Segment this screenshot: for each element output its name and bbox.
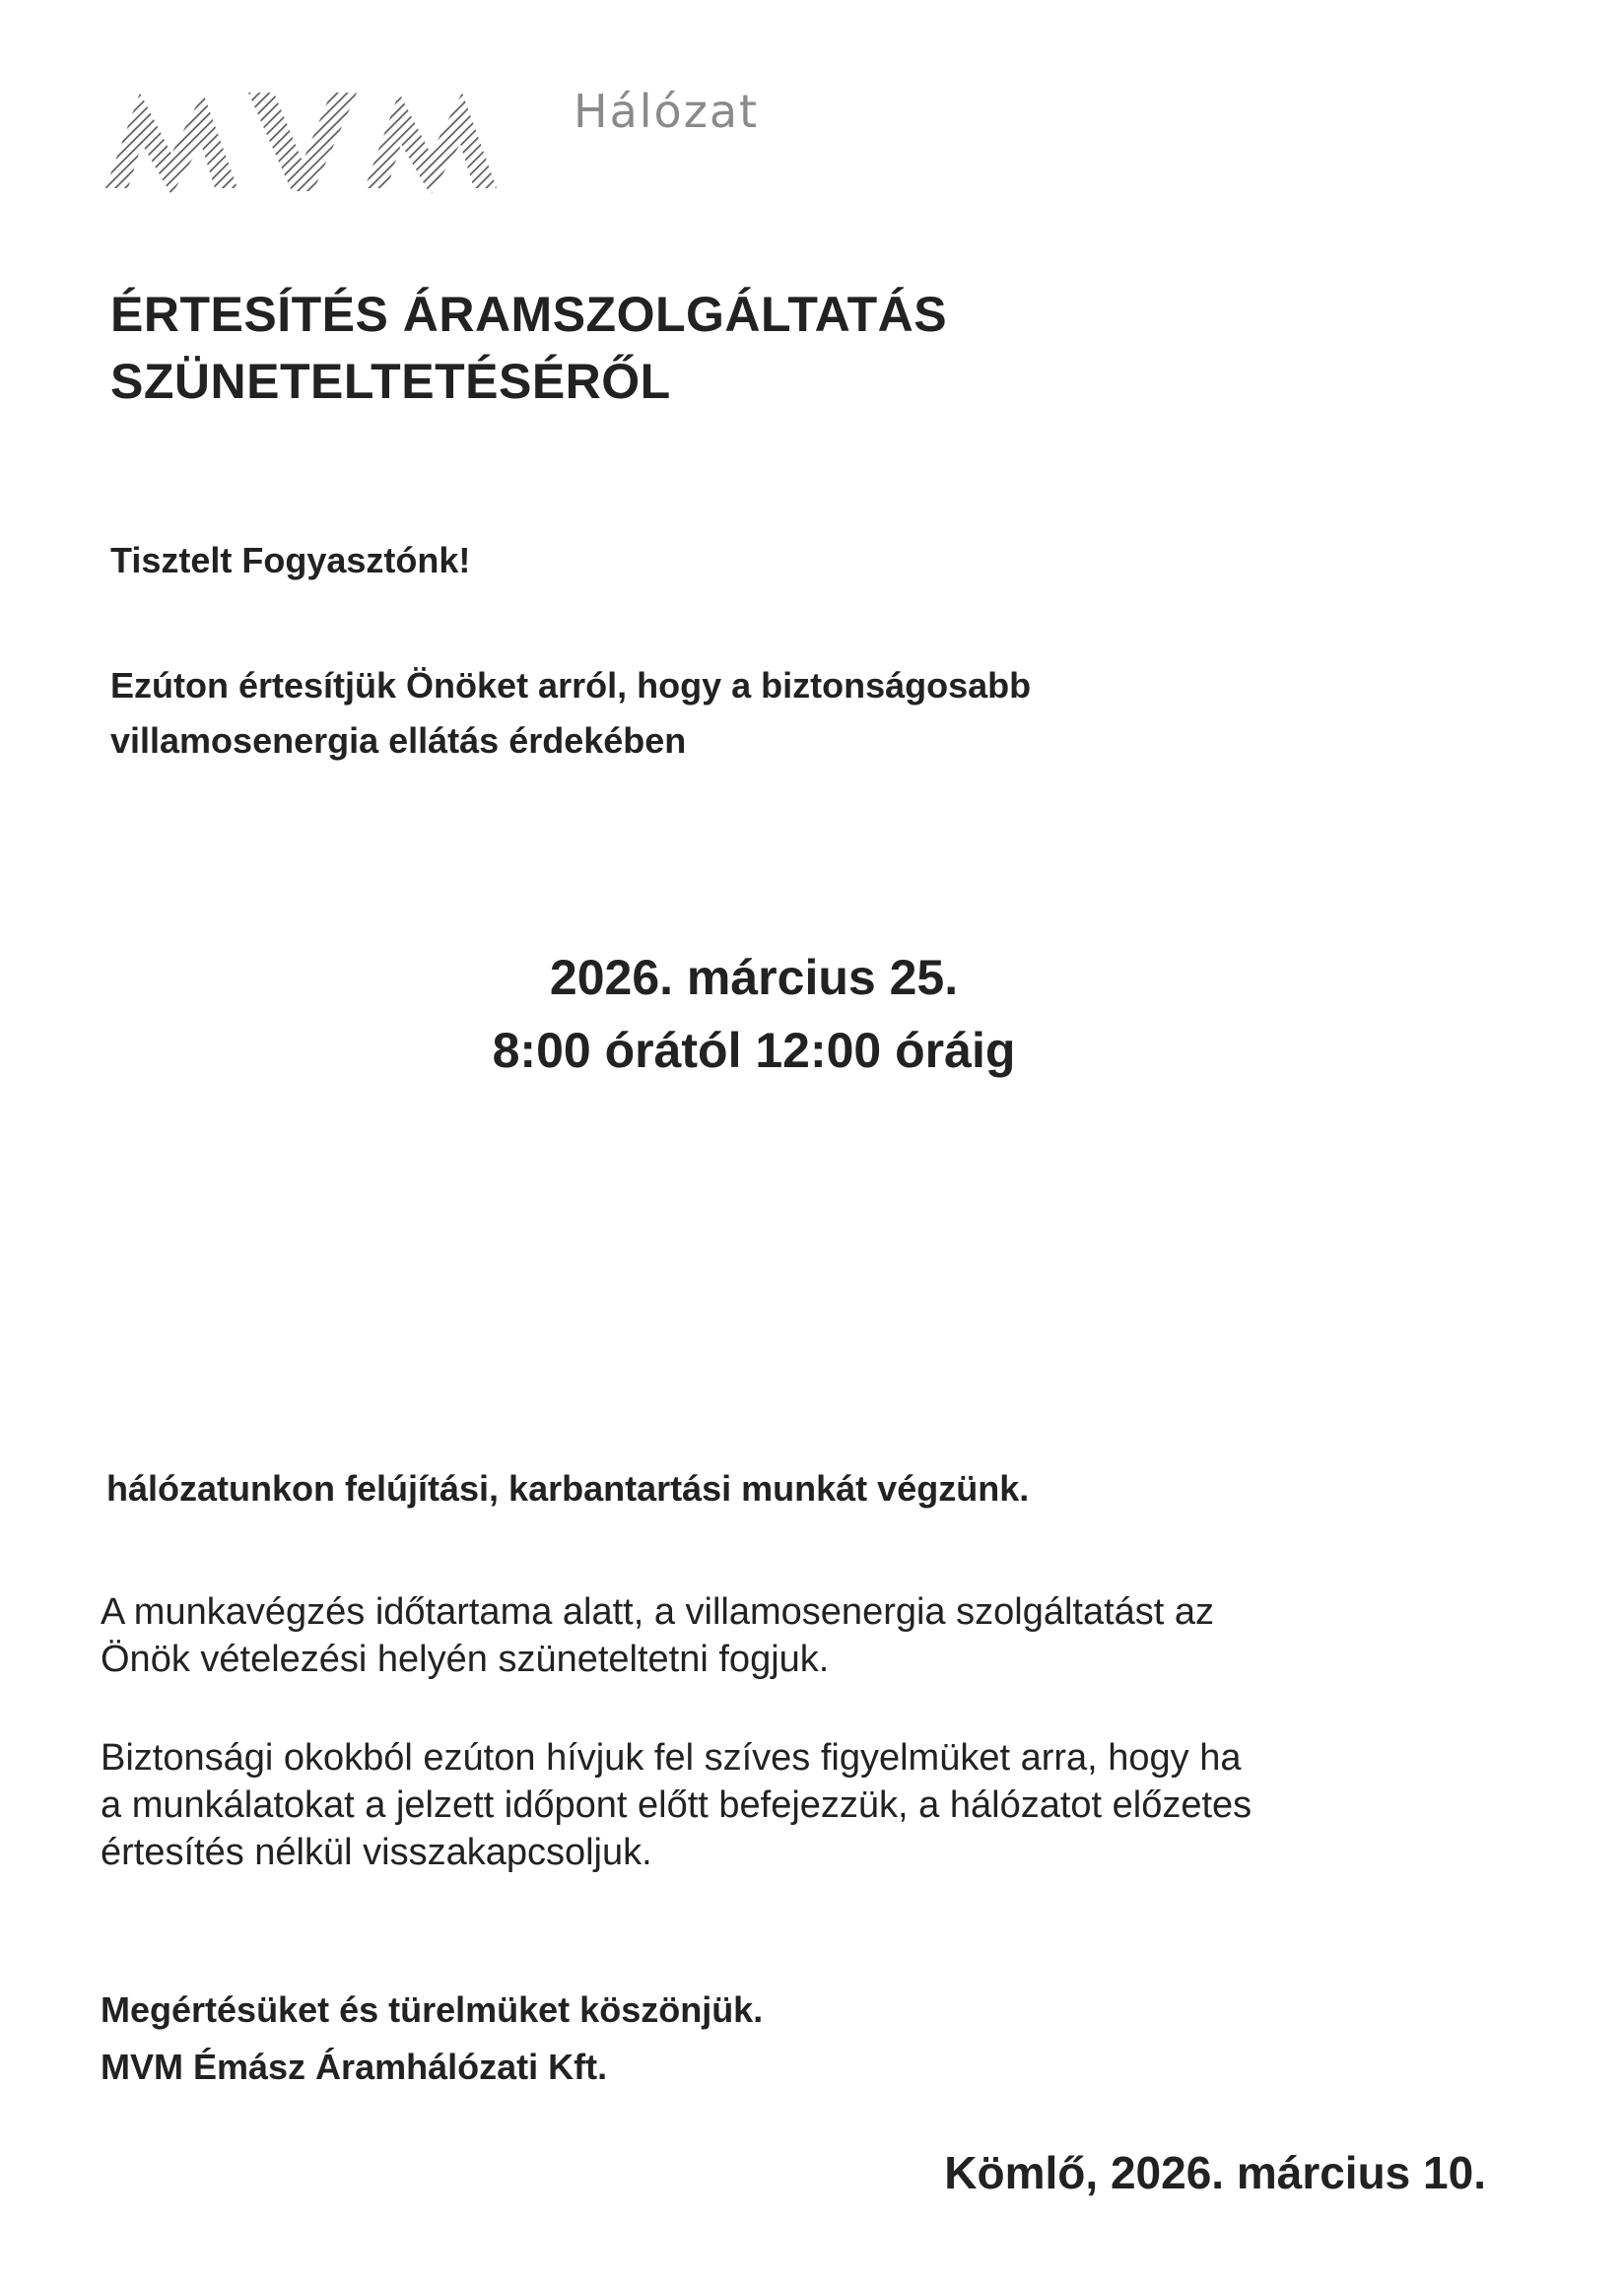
thanks-line: Megértésüket és türelmüket köszönjük.	[101, 1989, 764, 2030]
title-line: SZÜNETELTETÉSÉRŐL	[110, 354, 671, 409]
outage-date: 2026. március 25.	[549, 950, 959, 1005]
paragraph-safety	[101, 1734, 1252, 1876]
closing	[101, 1982, 763, 2096]
company-name: MVM Émász Áramhálózati Kft.	[101, 2047, 608, 2087]
greeting: Tisztelt Fogyasztónk!	[110, 540, 471, 580]
paragraph-line: a munkálatokat a jelzett időpont előtt befejezzük, a hálózatot előzetes	[101, 1784, 1252, 1826]
paragraph-line: Önök vételezési helyén szüneteltetni fogjuk.	[101, 1639, 830, 1680]
paragraph-line: értesítés nélkül visszakapcsoljuk.	[101, 1832, 652, 1873]
intro-line: villamosenergia ellátás érdekében	[110, 720, 687, 761]
paragraph-line: A munkavégzés időtartama alatt, a villamosenergia szolgáltatást az	[101, 1591, 1215, 1633]
title-line: ÉRTESÍTÉS ÁRAMSZOLGÁLTATÁS	[110, 287, 948, 342]
place-date: Kömlő, 2026. március 10.	[944, 2147, 1486, 2198]
outage-schedule	[0, 941, 1508, 1087]
paragraph-duration	[101, 1588, 1214, 1683]
intro-line: Ezúton értesítjük Önöket arról, hogy a biztonságosabb	[110, 665, 1032, 706]
intro-text	[110, 658, 1031, 769]
logo-subtitle: Hálózat	[574, 85, 760, 138]
work-statement: hálózatunkon felújítási, karbantartási munkát végzünk.	[106, 1468, 1030, 1509]
mvm-logo-mark	[101, 85, 534, 193]
document-title	[110, 281, 947, 415]
mvm-logo	[101, 85, 534, 198]
paragraph-line: Biztonsági okokból ezúton hívjuk fel szíves figyelmüket arra, hogy ha	[101, 1737, 1242, 1779]
outage-time: 8:00 órától 12:00 óráig	[492, 1023, 1016, 1078]
